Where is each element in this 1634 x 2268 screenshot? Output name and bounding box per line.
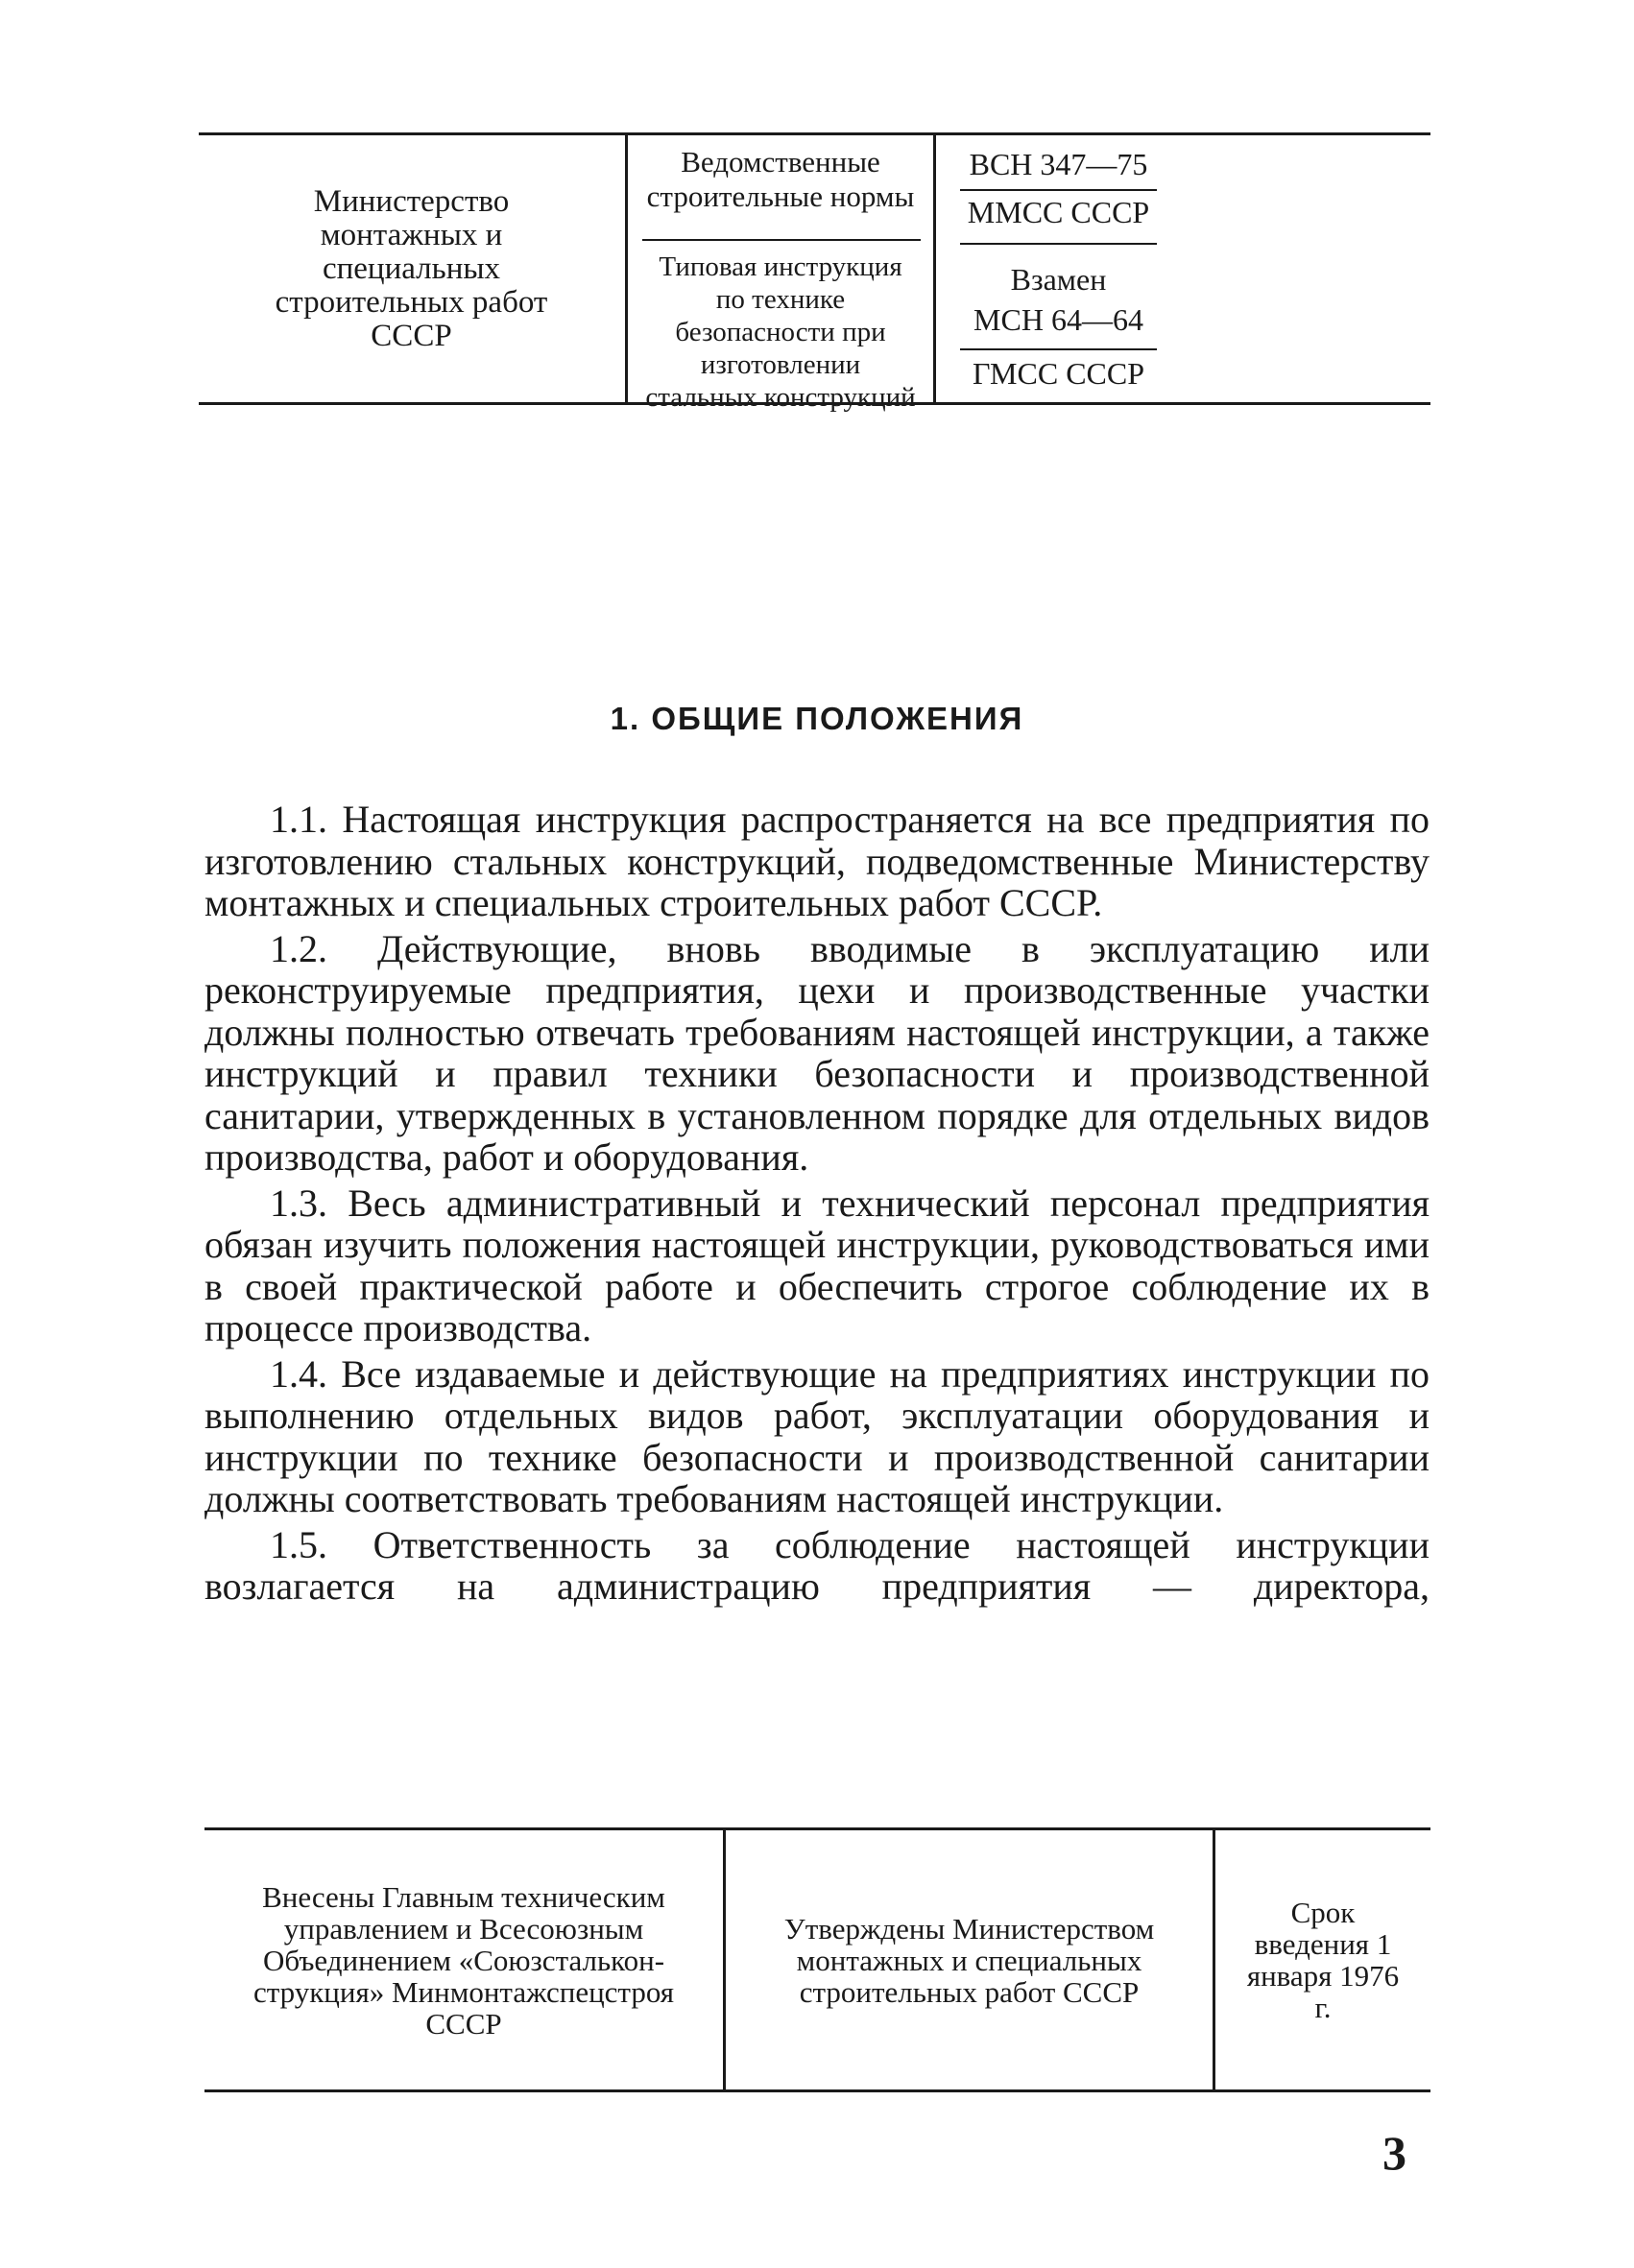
- norms-title-text: Ведомственные строительные нормы: [646, 145, 915, 213]
- ministry-name: [199, 135, 624, 402]
- norms-separator: [642, 239, 921, 241]
- code-separator: [960, 243, 1157, 245]
- paragraph-1-5: 1.5. Ответственность за соблюдение настоящей инструкции возлагается на администрацию предприятия — директора,: [204, 1522, 1430, 1608]
- document-body: [204, 799, 1430, 1608]
- instruction-title: [628, 251, 933, 414]
- norms-title: [628, 145, 933, 241]
- effective-date: [1215, 1830, 1430, 2089]
- document-code: ВСН 347—75: [969, 147, 1148, 181]
- paragraph-1-3: 1.3. Весь административный и технический персонал предприятия обязан изучить положения настоящей инструкции, руководствоваться ими в своей практической работе и обеспечить строгое соблюдение их в процессе производства.: [204, 1181, 1430, 1349]
- section-title: 1. ОБЩИЕ ПОЛОЖЕНИЯ: [610, 701, 1024, 736]
- code-separator: [960, 189, 1157, 191]
- approved-by: [726, 1830, 1213, 2089]
- ministry-text: Министерство монтажных и специальных строительных работ СССР: [275, 183, 548, 353]
- header-table: [199, 132, 1430, 413]
- page-number: 3: [1382, 2126, 1406, 2180]
- replaces-org: ГМСС СССР: [972, 356, 1145, 391]
- replaces-code: МСН 64—64: [973, 302, 1143, 337]
- effective-date-text: Срок введения 1 января 1976 г.: [1246, 1896, 1400, 2024]
- paragraph-1-1: 1.1. Настоящая инструкция распространяется на все предприятия по изготовлению стальных конструкций, подведомственные Министерству монтажных и специальных строительных работ СССР.: [204, 798, 1430, 924]
- introduced-by: [204, 1830, 723, 2089]
- introduced-by-text: Внесены Главным техническим управлением и Всесоюзным Объединением «Союзстальконструкция» Минмонтажспецстроя СССР: [252, 1879, 675, 2041]
- approved-by-text: Утверждены Министерством монтажных и специальных строительных работ СССР: [783, 1911, 1155, 2009]
- footer-table: [204, 1827, 1430, 2092]
- document-code-org: ММСС СССР: [967, 195, 1150, 229]
- instruction-title-text: Типовая инструкция по технике безопасности при изготовлении стальных конструкций: [645, 251, 916, 413]
- code-separator: [960, 348, 1157, 350]
- paragraph-1-2: 1.2. Действующие, вновь вводимые в эксплуатацию или реконструируемые предприятия, цехи и производственные участки должны полностью отвечать требованиям настоящей инструкции, а также инструкций и правил техники безопасности и производственной санитарии, утвержденных в установленном порядке для отдельных видов производства, работ и оборудования.: [204, 926, 1430, 1179]
- replaces-label: Взамен: [1010, 262, 1107, 297]
- code-column: [936, 135, 1430, 402]
- paragraph-1-4: 1.4. Все издаваемые и действующие на предприятиях инструкции по выполнению отдельных видов работ, эксплуатации оборудования и инструкции по технике безопасности и производственной санитарии должны соответствовать требованиям настоящей инструкции.: [204, 1351, 1430, 1520]
